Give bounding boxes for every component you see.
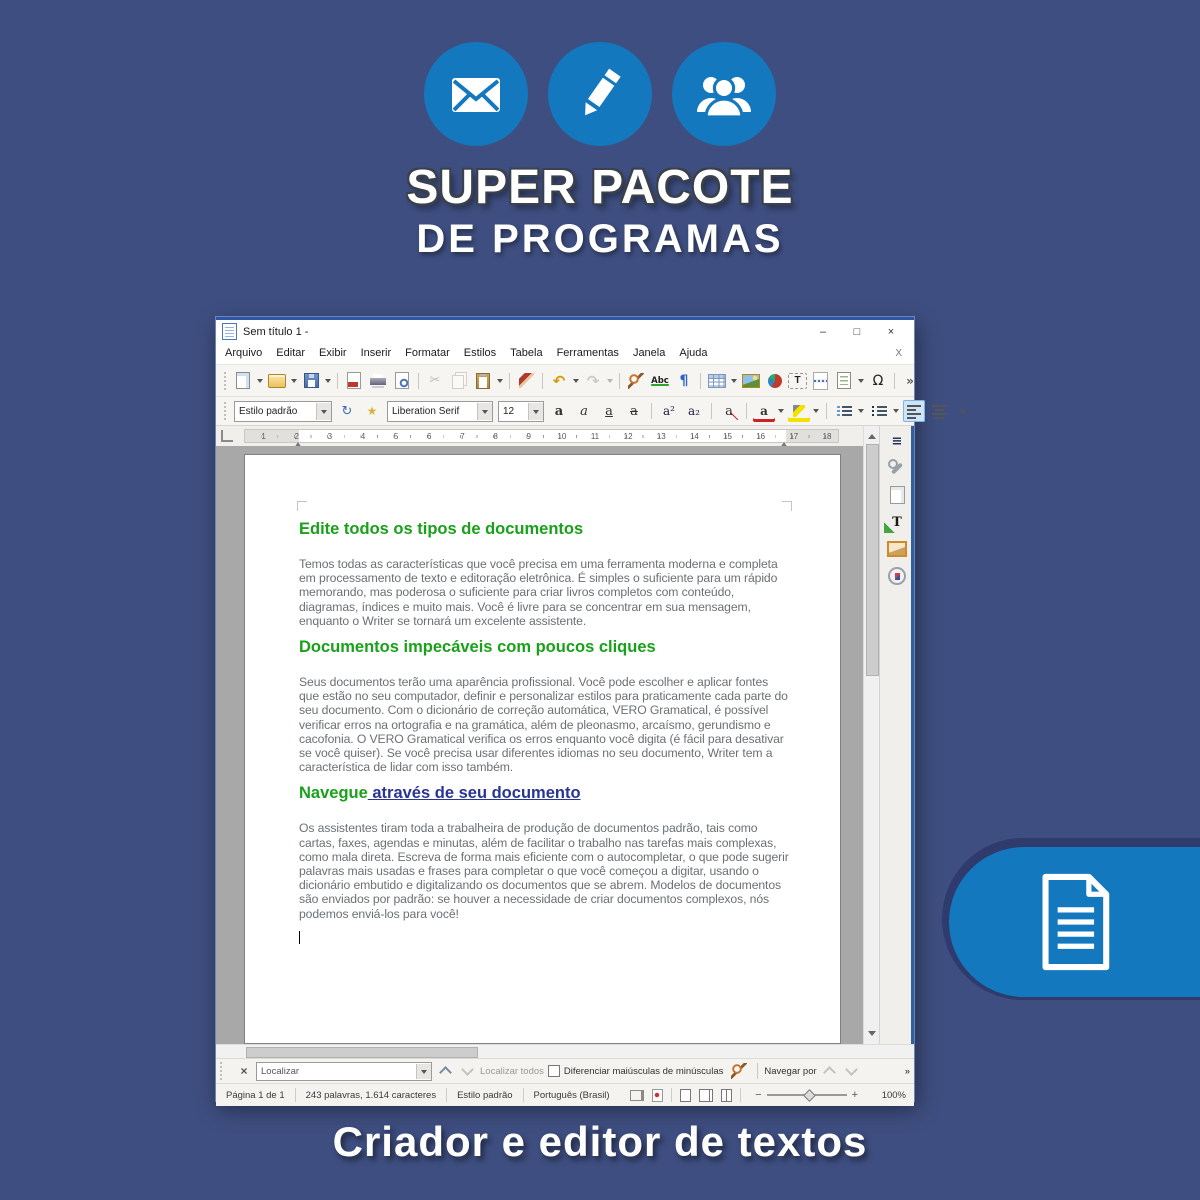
insert-image-icon[interactable] [740,370,762,392]
menu-item[interactable]: Inserir [360,347,392,359]
sidebar [879,426,914,1044]
strikethrough-icon[interactable]: a [630,403,638,419]
font-size-value: 12 [503,405,515,417]
ruler-number: 3 [327,432,333,441]
font-name-value: Liberation Serif [392,405,460,417]
insert-chart-icon[interactable] [764,370,786,392]
bullet-list-icon[interactable] [833,400,855,422]
zoom-in-icon[interactable]: + [851,1089,858,1101]
sidebar-settings-icon[interactable]: ≡ [891,433,903,449]
menu-item[interactable]: Ferramentas [556,347,619,359]
copy-icon[interactable] [448,370,470,392]
properties-icon[interactable] [884,457,910,479]
menu-item[interactable]: Exibir [319,347,347,359]
separator [757,1063,758,1079]
ruler-number: 15 [723,432,732,441]
navigator-icon[interactable] [884,565,910,587]
heading3-underlined-part: através de seu documento [367,784,581,803]
ruler-row [216,426,914,446]
doc-paragraph-2: Seus documentos terão uma aparência profissional. Você pode escolher e aplicar fontes que estão no seu computador, definir e personalizar estilos para praticamente cada parte do seu documento. Com o dicionário de correção automática, VERO Gramatical, é possível verificar erros na ortografia e na gramática, além de pleonasmo, arcaísmo, gerundismo e cacofonia. O VERO Gramatical verifica os erros enquanto você digita (é fácil para desativar se você quiser). Se você precisa usar diferentes idiomas no seu documento, Writer tem a característica de lidar com isso também. [299,675,788,775]
text-boundary-mark [297,501,307,511]
zoom-out-icon[interactable]: − [755,1089,762,1101]
ruler-number: 4 [360,432,366,441]
navigate-by-label: Navegar por [764,1065,817,1077]
pencil-icon [548,42,652,146]
menu-item[interactable]: Ajuda [679,347,708,359]
clear-formatting-icon[interactable]: a [718,400,740,422]
special-character-icon[interactable]: Ω [872,372,884,389]
chevron-down-icon[interactable] [316,403,331,420]
formatting-marks-icon[interactable]: ¶ [679,372,689,389]
find-toolbar [216,1058,914,1083]
insert-textbox-icon[interactable]: T [788,373,807,389]
selection-mode-icon[interactable] [630,1090,644,1101]
tab-stop-selector-icon[interactable] [221,430,233,442]
writer-document-icon [222,323,237,340]
menu-item[interactable]: Arquivo [225,347,263,359]
ruler-number: 6 [427,432,432,441]
document-modified-icon[interactable] [652,1089,663,1102]
print-preview-icon[interactable] [391,370,413,392]
formatting-toolbar [216,397,967,426]
match-case-checkbox[interactable] [548,1065,560,1077]
document-badge [949,847,1200,997]
doc-heading-2: Documentos impecáveis com poucos cliques [299,638,656,657]
align-center-icon[interactable] [928,400,950,422]
find-overflow-icon[interactable]: » [904,1065,910,1077]
match-case-label[interactable]: Diferenciar maiúsculas de minúsculas [563,1065,724,1077]
zoom-slider[interactable] [755,1089,858,1101]
update-style-icon[interactable]: ↻ [341,403,353,419]
highlight-color-icon[interactable] [788,400,810,422]
insert-table-icon[interactable] [706,370,728,392]
language-status[interactable]: Português (Brasil) [533,1089,610,1101]
poster-title-line2: DE PROGRAMAS [416,217,784,261]
new-document-icon[interactable] [232,370,254,392]
align-left-icon[interactable] [903,400,925,422]
window-title: Sem título 1 - [243,325,309,338]
menu-item[interactable]: Janela [632,347,666,359]
underline-icon[interactable]: a [605,403,613,419]
text-boundary-mark [782,501,792,511]
menu-item[interactable]: Editar [276,347,306,359]
promo-header [0,42,1200,262]
people-icon [672,42,776,146]
toolbar-grip[interactable] [224,402,226,420]
paste-icon[interactable] [472,370,494,392]
font-size-select[interactable] [498,401,544,422]
document-area [216,446,863,1044]
ruler-number: 11 [590,432,600,441]
doc-heading-1: Edite todos os tipos de documentos [299,520,584,538]
spelling-icon[interactable]: Abc [651,375,669,386]
empty-paragraph [299,930,791,944]
zoom-level[interactable]: 100% [881,1089,906,1101]
new-style-icon[interactable]: ★ [366,404,378,418]
ruler-number: 8 [493,432,498,441]
subscript-icon[interactable]: a₂ [688,404,700,418]
horizontal-scrollbar[interactable] [216,1044,914,1058]
vertical-scrollbar-thumb[interactable] [866,444,879,676]
standard-toolbar [216,365,914,397]
page-break-icon[interactable] [809,370,831,392]
status-bar [216,1083,914,1106]
text-cursor [299,931,300,944]
chevron-down-icon[interactable] [416,1064,431,1079]
export-pdf-icon[interactable] [343,370,365,392]
find-replace-icon[interactable] [625,370,647,392]
redo-icon[interactable]: ↷ [582,370,604,392]
toolbar-grip[interactable] [224,372,226,390]
separator [671,1088,672,1102]
paragraph-style-value: Estilo padrão [239,405,298,417]
horizontal-ruler[interactable] [244,429,839,443]
find-all-button[interactable]: Localizar todos [480,1065,544,1077]
close-document-button[interactable]: X [895,348,902,359]
ruler-number: 14 [689,432,699,441]
ruler-number: 12 [623,432,633,441]
document-icon [1032,870,1118,974]
save-icon[interactable] [300,370,322,392]
scroll-up-icon[interactable] [868,430,876,439]
ruler-number: 18 [822,432,832,441]
ruler-number: 10 [557,432,567,441]
single-page-view-icon[interactable] [680,1089,691,1102]
doc-paragraph-3: Os assistentes tiram toda a trabalheira de produção de documentos padrão, tais como cartas, faxes, agendas e minutas, além de facilitar o trabalho nas tarefas mais complexas, como mala direta. Escreva de forma mais eficiente com o autocompletar, o que pode sugerir palavras mais usadas e frases para completar o que você começou a digitar, usando o dicionário embutido e digitalizando os documentos que se abrem. Modelos de documentos são enviados por padrão: se houver a necessidade de criar documentos complexos, nós podemos enviá-los para você! [299,821,789,921]
formatting-overflow-icon[interactable]: » [959,404,967,418]
minimize-button[interactable]: – [819,325,827,338]
multi-page-view-icon[interactable] [699,1089,710,1102]
page-icon[interactable] [884,484,910,506]
ruler-number: 2 [294,432,299,441]
doc-paragraph-1: Temos todas as características que você precisa em uma ferramenta moderna e completa em processamento de texto e editoração eletrônica. É simples o suficiente para um rápido memorando, mas poderosa o suficiente para criar livros completos com conteúdo, diagramas, índices e muito mais. Você é livre para se concentrar em sua mensagem, enquanto o Writer se tornará um excelente assistente. [299,557,778,628]
toolbar-overflow-icon[interactable]: » [906,373,914,388]
open-icon[interactable] [266,370,288,392]
close-find-icon[interactable]: × [240,1064,248,1078]
chevron-down-icon[interactable] [477,403,492,420]
italic-icon[interactable]: a [580,403,588,419]
heading3-green-part: Navegue [299,784,368,803]
ruler-number: 17 [789,432,799,441]
find-next-button[interactable] [458,1062,476,1080]
separator [740,1088,741,1102]
poster-caption: Criador e editor de textos [332,1118,868,1165]
ruler-number: 7 [460,432,465,441]
doc-heading-3 [299,783,791,803]
superscript-icon[interactable]: a² [663,404,675,418]
clone-formatting-icon[interactable] [515,370,537,392]
maximize-button[interactable]: □ [853,325,861,338]
menu-item[interactable]: Tabela [510,347,543,359]
bold-icon[interactable]: a [554,403,564,419]
toolbar-grip[interactable] [220,1062,227,1080]
cut-icon[interactable]: ✂ [429,373,441,388]
navigate-next-button[interactable] [843,1062,861,1080]
poster-title-line1: SUPER PACOTE [406,161,794,214]
ruler-number: 5 [393,432,399,441]
search-value: Localizar [261,1065,300,1077]
ruler-number: 13 [656,432,666,441]
find-previous-button[interactable] [436,1062,454,1080]
undo-icon[interactable]: ↶ [548,370,570,392]
find-replace-dialog-icon[interactable] [728,1060,750,1082]
header-icons [424,42,776,146]
book-view-icon[interactable] [721,1089,732,1102]
page-style-status[interactable]: Estilo padrão [457,1089,513,1101]
gallery-icon[interactable] [884,538,910,560]
menu-item[interactable]: Formatar [405,347,450,359]
numbered-list-icon[interactable] [868,400,890,422]
zoom-slider-thumb[interactable] [803,1089,816,1102]
menubar [216,343,914,365]
document-content[interactable] [299,519,791,953]
font-color-icon[interactable]: a [753,400,775,422]
print-icon[interactable] [367,370,389,392]
styles-icon[interactable]: T [884,511,910,533]
writer-window [215,316,967,1102]
document-page[interactable] [244,454,841,1044]
chevron-down-icon[interactable] [528,403,543,420]
horizontal-scrollbar-thumb[interactable] [246,1047,478,1058]
vertical-scrollbar[interactable] [863,426,879,1044]
titlebar[interactable] [216,317,914,343]
word-count-status[interactable]: 243 palavras, 1.614 caracteres [305,1089,437,1101]
close-button[interactable]: × [887,325,895,338]
ruler-number: 9 [526,432,531,441]
navigate-previous-button[interactable] [821,1062,839,1080]
ruler-number: 1 [261,432,266,441]
menu-item[interactable]: Estilos [463,347,497,359]
insert-field-icon[interactable] [833,370,855,392]
envelope-icon [424,42,528,146]
scroll-down-icon[interactable] [868,1031,876,1040]
ruler-number: 16 [756,432,766,441]
page-number-status[interactable]: Página 1 de 1 [226,1089,285,1101]
paragraph-style-select[interactable] [234,401,332,422]
font-name-select[interactable] [387,401,493,422]
search-input[interactable] [256,1062,432,1081]
